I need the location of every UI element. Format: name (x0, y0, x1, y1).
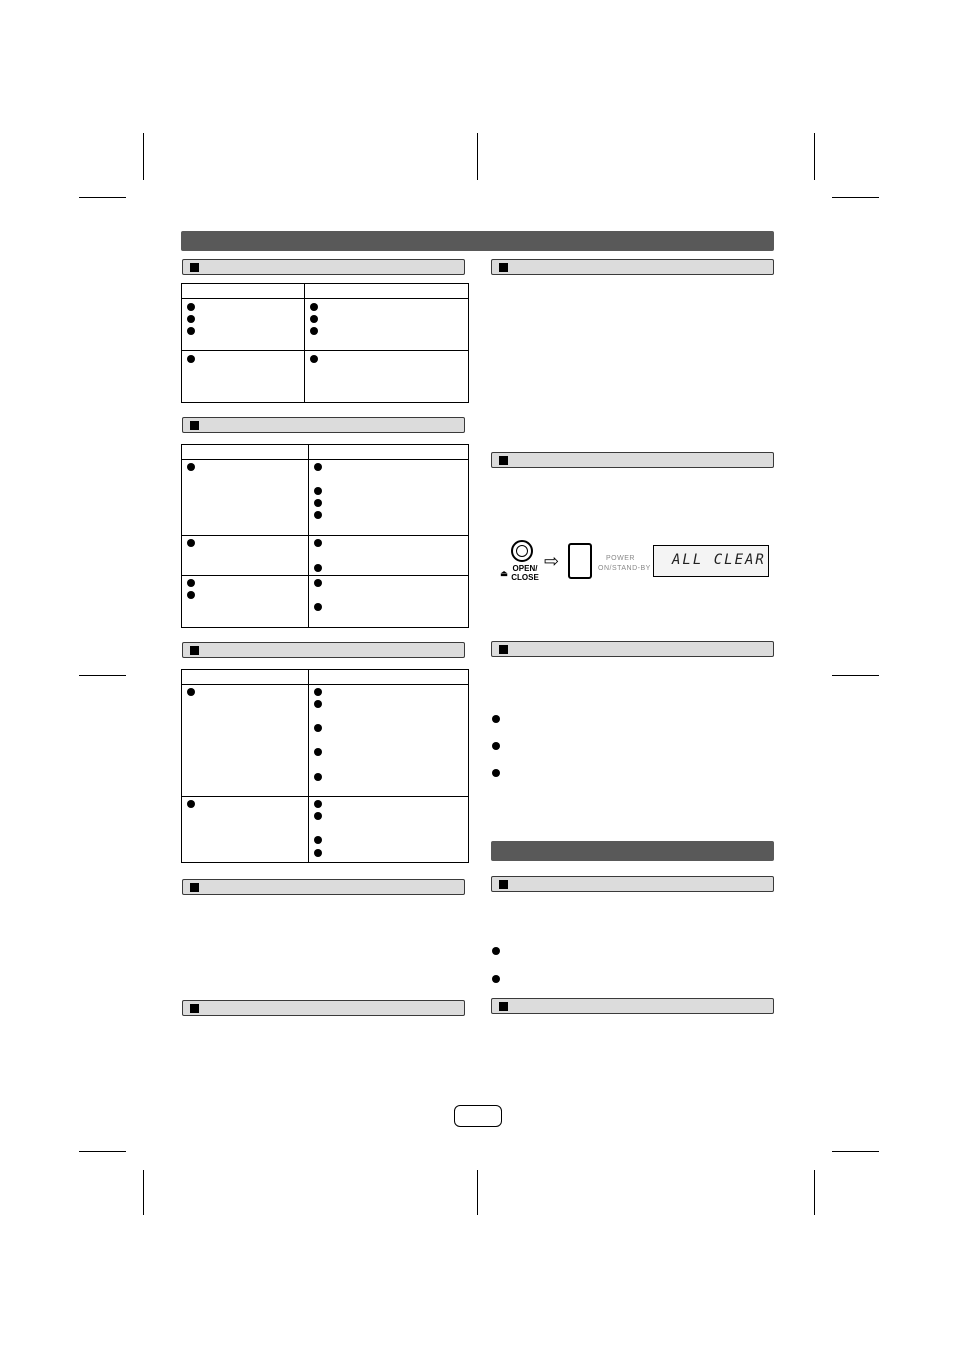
crop-mark (814, 1170, 815, 1215)
bullet-icon (314, 849, 322, 857)
power-label: POWER (606, 555, 635, 562)
column-header (305, 284, 469, 299)
table-row (182, 460, 469, 536)
bullet-icon (187, 315, 195, 323)
section-marker-icon (190, 883, 199, 892)
crop-mark (79, 1151, 126, 1152)
main-section-bar (181, 231, 774, 251)
troubleshooting-table (181, 283, 469, 403)
crop-mark (79, 675, 126, 676)
section-header (182, 1000, 465, 1016)
column-header (182, 445, 309, 460)
crop-mark (143, 133, 144, 180)
bullet-icon (314, 688, 322, 696)
section-marker-icon (499, 263, 508, 272)
bullet-icon (187, 463, 195, 471)
power-button-icon (568, 543, 592, 579)
eject-icon: ⏏ (500, 569, 508, 578)
table-cell (182, 536, 309, 576)
table-row (182, 536, 469, 576)
section-header (182, 642, 465, 658)
arrow-right-icon: ⇨ (544, 551, 560, 571)
bullet-icon (314, 700, 322, 708)
table-row (182, 351, 469, 403)
table-cell (305, 299, 469, 351)
table-cell (182, 797, 309, 863)
bullet-icon (314, 487, 322, 495)
bullet-icon (492, 947, 500, 955)
bullet-icon (314, 539, 322, 547)
crop-mark (79, 197, 126, 198)
section-marker-icon (499, 880, 508, 889)
table-row (182, 299, 469, 351)
table-cell (309, 460, 469, 536)
section-marker-icon (190, 1004, 199, 1013)
table-header-row (182, 284, 469, 299)
bullet-icon (314, 463, 322, 471)
section-header (491, 641, 774, 657)
open-close-label: OPEN/ CLOSE (511, 564, 539, 582)
bullet-icon (492, 769, 500, 777)
bullet-icon (187, 800, 195, 808)
bullet-icon (187, 539, 195, 547)
section-header (491, 998, 774, 1014)
table-cell (182, 576, 309, 628)
bullet-icon (314, 812, 322, 820)
table-header-row (182, 670, 469, 685)
table-cell (309, 685, 469, 797)
table-cell (182, 460, 309, 536)
reset-illustration (497, 538, 772, 588)
section-marker-icon (499, 456, 508, 465)
section-header (491, 876, 774, 892)
section-marker-icon (499, 1002, 508, 1011)
table-header-row (182, 445, 469, 460)
bullet-icon (314, 579, 322, 587)
table-cell (309, 536, 469, 576)
troubleshooting-table (181, 669, 469, 863)
bullet-icon (492, 975, 500, 983)
bullet-icon (314, 748, 322, 756)
crop-mark (477, 1170, 478, 1215)
table-cell (182, 299, 305, 351)
table-cell (309, 797, 469, 863)
bullet-icon (314, 773, 322, 781)
section-marker-icon (190, 421, 199, 430)
column-header (309, 445, 469, 460)
bullet-icon (314, 564, 322, 572)
column-header (309, 670, 469, 685)
bullet-icon (492, 742, 500, 750)
column-header (182, 670, 309, 685)
crop-mark (143, 1170, 144, 1215)
display-panel: ALL CLEAR (653, 545, 769, 577)
bullet-icon (310, 303, 318, 311)
bullet-icon (187, 303, 195, 311)
page-number-box (454, 1105, 502, 1127)
crop-mark (832, 197, 879, 198)
bullet-icon (314, 511, 322, 519)
section-marker-icon (499, 645, 508, 654)
crop-mark (832, 1151, 879, 1152)
section-header (182, 259, 465, 275)
bullet-icon (314, 836, 322, 844)
crop-mark (832, 675, 879, 676)
table-row (182, 797, 469, 863)
bullet-icon (187, 327, 195, 335)
bullet-icon (310, 327, 318, 335)
table-row (182, 576, 469, 628)
table-cell (182, 351, 305, 403)
crop-mark (814, 133, 815, 180)
bullet-icon (492, 715, 500, 723)
table-cell (305, 351, 469, 403)
bullet-icon (314, 724, 322, 732)
open-close-knob-icon (511, 540, 533, 562)
table-cell (182, 685, 309, 797)
column-header (182, 284, 305, 299)
bullet-icon (187, 591, 195, 599)
section-header (491, 452, 774, 468)
bullet-icon (310, 315, 318, 323)
bullet-icon (314, 603, 322, 611)
bullet-icon (187, 579, 195, 587)
main-section-bar (491, 841, 774, 861)
bullet-icon (314, 800, 322, 808)
crop-mark (477, 133, 478, 180)
bullet-icon (314, 499, 322, 507)
section-header (182, 417, 465, 433)
troubleshooting-table (181, 444, 469, 628)
section-header (491, 259, 774, 275)
table-cell (309, 576, 469, 628)
section-header (182, 879, 465, 895)
section-marker-icon (190, 263, 199, 272)
section-marker-icon (190, 646, 199, 655)
bullet-icon (187, 688, 195, 696)
on-standby-label: ON/STAND-BY (598, 565, 651, 572)
table-row (182, 685, 469, 797)
bullet-icon (310, 355, 318, 363)
bullet-icon (187, 355, 195, 363)
